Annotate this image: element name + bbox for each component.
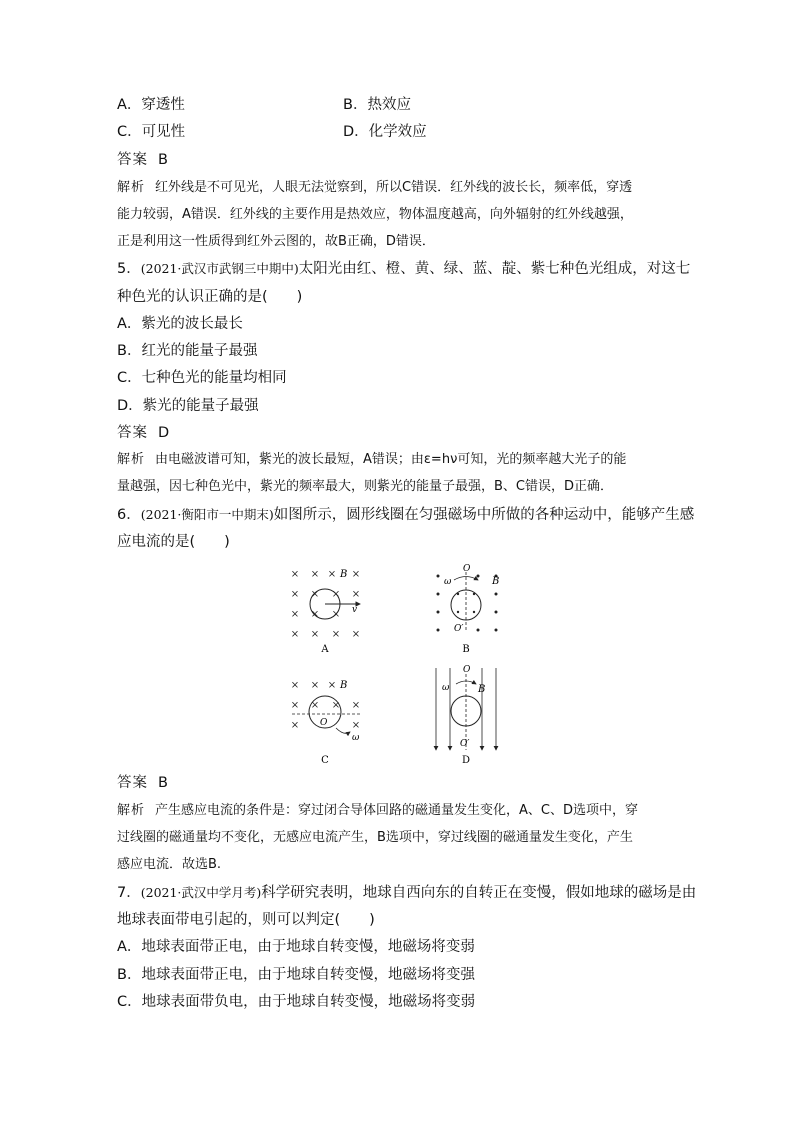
svg-text:×: ×	[290, 589, 300, 600]
analysis-line-3: 正是利用这一性质得到红外云图的，故B正确，D错误．	[117, 234, 435, 249]
q7-source: (2021·武汉中学月考)	[140, 885, 262, 900]
q5-option-a: A．紫光的波长最长	[117, 316, 243, 332]
q5-option-c: C．七种色光的能量均相同	[117, 370, 287, 386]
svg-text:×: ×	[290, 700, 300, 711]
q6-number: 6．	[117, 507, 141, 523]
q5-stem-line-2: 种色光的认识正确的是( )	[117, 289, 303, 305]
panel-c	[291, 680, 360, 766]
panel-c-label: C	[321, 755, 329, 766]
svg-text:×: ×	[331, 609, 341, 620]
q7-stem-line-1: 7．(2021·武汉中学月考)科学研究表明，地球自西向东的自转正在变慢，假如地球的磁场是由	[117, 885, 697, 901]
panel-b-o-label: O	[463, 564, 471, 574]
panel-b-label: B	[462, 644, 470, 655]
svg-text:×: ×	[331, 589, 341, 600]
panel-b-b-label: B	[492, 576, 500, 587]
q5-analysis-label: 解析	[117, 452, 146, 467]
svg-text:×: ×	[327, 569, 337, 580]
q7-stem-line-2: 地球表面带电引起的，则可以判定( )	[117, 912, 375, 928]
q6-stem-line-2: 应电流的是( )	[117, 534, 230, 550]
panel-d-o-label: O	[463, 665, 471, 675]
svg-text:×: ×	[331, 700, 341, 711]
panel-b	[437, 564, 500, 655]
svg-text:×: ×	[290, 629, 300, 640]
svg-text:×: ×	[351, 629, 361, 640]
q5-analysis-line-1: 解析 由电磁波谱可知，紫光的波长最短，A错误；由ε=hν可知，光的频率越大光子的能	[117, 452, 627, 467]
q6-analysis-label: 解析	[117, 803, 146, 818]
panel-c-o-label: O	[320, 718, 328, 728]
q7-option-c: C．地球表面带负电，由于地球自转变慢，地磁场将变弱	[117, 994, 476, 1010]
q6-analysis-line-3: 感应电流．故选B.	[117, 857, 222, 872]
answer-line	[117, 150, 168, 170]
svg-text:×: ×	[351, 720, 361, 731]
svg-text:×: ×	[290, 680, 300, 691]
q7-option-b: B．地球表面带正电，由于地球自转变慢，地磁场将变强	[117, 967, 475, 983]
q5-answer-value: D	[158, 425, 170, 441]
svg-text:×: ×	[310, 629, 320, 640]
svg-text:×: ×	[290, 569, 300, 580]
q7-option-a: A．地球表面带正电，由于地球自转变慢，地磁场将变弱	[117, 939, 475, 955]
svg-text:×: ×	[331, 629, 341, 640]
panel-c-omega-label: ω	[352, 733, 360, 743]
panel-a-b-label: B	[340, 569, 348, 580]
answer-value: B	[158, 152, 168, 168]
option-a: A．穿透性	[117, 97, 185, 113]
q5-number: 5．	[117, 261, 141, 277]
svg-text:×: ×	[310, 569, 320, 580]
svg-text:×: ×	[351, 569, 361, 580]
q5-answer-line	[117, 423, 169, 443]
q5-stem-line-1: 5．(2021·武汉市武钢三中期中)太阳光由红、橙、黄、绿、蓝、靛、紫七种色光组成，对这七	[117, 261, 691, 277]
analysis-label: 解析	[117, 180, 146, 195]
option-b: B．热效应	[343, 97, 411, 113]
q5-answer-label: 答案	[117, 425, 148, 441]
svg-text:×: ×	[310, 680, 320, 691]
svg-text:×: ×	[310, 700, 320, 711]
q5-source: (2021·武汉市武钢三中期中)	[140, 261, 299, 276]
svg-text:×: ×	[310, 609, 320, 620]
analysis-line-1: 解析 红外线是不可见光，人眼无法觉察到，所以C错误．红外线的波长长，频率低，穿透	[117, 180, 633, 195]
panel-d-label: D	[461, 755, 471, 766]
q6-answer-value: B	[158, 775, 168, 791]
svg-text:×: ×	[290, 720, 300, 731]
panel-a	[291, 569, 360, 655]
q6-answer-line	[117, 773, 168, 793]
svg-text:×: ×	[310, 589, 320, 600]
panel-b-omega-label: ω	[444, 577, 452, 587]
svg-text:×: ×	[351, 589, 361, 600]
q6-answer-label: 答案	[117, 775, 148, 791]
svg-text:×: ×	[327, 680, 337, 691]
panel-b-oprime-label: O′	[454, 624, 464, 634]
panel-d-b-label: B	[478, 684, 486, 695]
q5-analysis-line-2: 量越强，因七种色光中，紫光的频率最大，则紫光的能量子最强，B、C错误，D正确．	[117, 479, 614, 494]
svg-text:×: ×	[351, 700, 361, 711]
panel-c-b-label: B	[340, 680, 348, 691]
q6-analysis-line-1: 解析 产生感应电流的条件是：穿过闭合导体回路的磁通量发生变化，A、C、D选项中，穿	[117, 803, 638, 818]
analysis-line-2: 能力较弱，A错误．红外线的主要作用是热效应，物体温度越高，向外辐射的红外线越强，	[117, 207, 633, 222]
panel-a-v-label: v	[352, 605, 358, 615]
q6-source: (2021·衡阳市一中期末)	[140, 507, 274, 522]
answer-label: 答案	[117, 152, 148, 168]
q6-stem-line-1: 6．(2021·衡阳市一中期末)如图所示，圆形线圈在匀强磁场中所做的各种运动中，能够产生感	[117, 507, 695, 523]
q7-number: 7．	[117, 885, 141, 901]
q5-option-d: D．紫光的能量子最强	[117, 398, 259, 414]
svg-text:×: ×	[290, 609, 300, 620]
q6-analysis-line-2: 过线圈的磁通量均不变化，无感应电流产生，B选项中，穿过线圈的磁通量发生变化，产生	[117, 830, 633, 845]
option-c: C．可见性	[117, 124, 186, 140]
panel-d-oprime-label: O′	[460, 739, 470, 749]
q6-figure	[270, 560, 530, 770]
option-d: D．化学效应	[343, 124, 427, 140]
panel-d	[436, 665, 496, 766]
panel-a-label: A	[321, 644, 329, 655]
panel-d-omega-label: ω	[442, 683, 450, 693]
q5-option-b: B．红光的能量子最强	[117, 343, 258, 359]
